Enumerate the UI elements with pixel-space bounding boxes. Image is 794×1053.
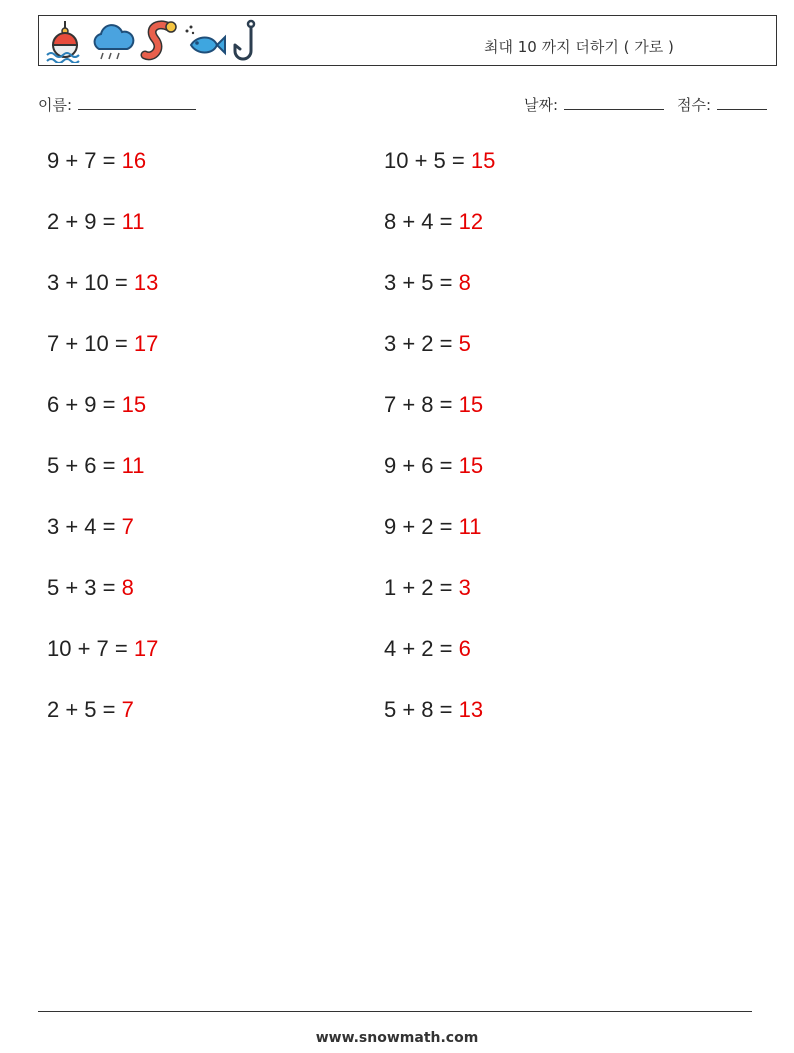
name-label: 이름: bbox=[38, 96, 73, 114]
answer: 13 bbox=[458, 697, 484, 722]
worm-icon bbox=[139, 19, 179, 63]
name-line bbox=[78, 95, 196, 110]
answer: 6 bbox=[458, 636, 471, 661]
problem-right-3 bbox=[384, 270, 471, 310]
question: 9 + 6 = bbox=[384, 453, 453, 478]
question: 3 + 5 = bbox=[384, 270, 453, 295]
answer: 15 bbox=[470, 148, 496, 173]
date-field bbox=[524, 94, 664, 115]
problem-left-2 bbox=[47, 209, 144, 249]
answer: 15 bbox=[458, 453, 484, 478]
problem-left-8 bbox=[47, 575, 134, 615]
problem-left-7 bbox=[47, 514, 134, 554]
score-line bbox=[717, 95, 767, 110]
name-field bbox=[38, 94, 196, 115]
question: 6 + 9 = bbox=[47, 392, 116, 417]
question: 2 + 9 = bbox=[47, 209, 116, 234]
footer-divider bbox=[38, 1011, 752, 1012]
answer: 15 bbox=[458, 392, 484, 417]
question: 10 + 5 = bbox=[384, 148, 465, 173]
question: 7 + 10 = bbox=[47, 331, 128, 356]
date-label: 날짜: bbox=[524, 96, 559, 114]
problem-right-10 bbox=[384, 697, 483, 737]
problem-right-9 bbox=[384, 636, 471, 676]
answer: 11 bbox=[121, 209, 145, 234]
problem-left-3 bbox=[47, 270, 158, 310]
question: 3 + 2 = bbox=[384, 331, 453, 356]
fishing-hook-icon bbox=[231, 19, 263, 63]
score-field bbox=[677, 94, 767, 115]
problem-left-5 bbox=[47, 392, 146, 432]
question: 3 + 4 = bbox=[47, 514, 116, 539]
problem-right-5 bbox=[384, 392, 483, 432]
worksheet-title: 최대 10 까지 더하기 ( 가로 ) bbox=[484, 38, 674, 56]
answer: 5 bbox=[458, 331, 471, 356]
question: 2 + 5 = bbox=[47, 697, 116, 722]
question: 5 + 6 = bbox=[47, 453, 116, 478]
date-line bbox=[564, 95, 664, 110]
problem-right-1 bbox=[384, 148, 495, 188]
answer: 11 bbox=[458, 514, 482, 539]
score-label: 점수: bbox=[677, 96, 712, 114]
question: 9 + 7 = bbox=[47, 148, 116, 173]
problem-right-6 bbox=[384, 453, 483, 493]
problem-left-1 bbox=[47, 148, 146, 188]
answer: 7 bbox=[121, 697, 134, 722]
header-box bbox=[38, 15, 777, 66]
header-icons bbox=[45, 18, 263, 64]
question: 7 + 8 = bbox=[384, 392, 453, 417]
question: 8 + 4 = bbox=[384, 209, 453, 234]
fish-icon bbox=[183, 19, 227, 63]
question: 4 + 2 = bbox=[384, 636, 453, 661]
rain-cloud-icon bbox=[89, 19, 135, 63]
question: 1 + 2 = bbox=[384, 575, 453, 600]
answer: 7 bbox=[121, 514, 134, 539]
answer: 16 bbox=[121, 148, 147, 173]
question: 5 + 8 = bbox=[384, 697, 453, 722]
problem-left-6 bbox=[47, 453, 144, 493]
problem-right-2 bbox=[384, 209, 483, 249]
problem-left-9 bbox=[47, 636, 158, 676]
bobber-icon bbox=[45, 19, 85, 63]
question: 10 + 7 = bbox=[47, 636, 128, 661]
answer: 15 bbox=[121, 392, 147, 417]
answer: 13 bbox=[133, 270, 159, 295]
question: 9 + 2 = bbox=[384, 514, 453, 539]
answer: 8 bbox=[121, 575, 134, 600]
problem-left-10 bbox=[47, 697, 134, 737]
answer: 17 bbox=[133, 636, 159, 661]
problem-left-4 bbox=[47, 331, 158, 371]
answer: 8 bbox=[458, 270, 471, 295]
problem-right-7 bbox=[384, 514, 481, 554]
question: 5 + 3 = bbox=[47, 575, 116, 600]
answer: 3 bbox=[458, 575, 471, 600]
problem-right-8 bbox=[384, 575, 471, 615]
answer: 12 bbox=[458, 209, 484, 234]
answer: 17 bbox=[133, 331, 159, 356]
footer-url[interactable]: www.snowmath.com bbox=[315, 1030, 479, 1046]
answer: 11 bbox=[121, 453, 145, 478]
question: 3 + 10 = bbox=[47, 270, 128, 295]
problem-right-4 bbox=[384, 331, 471, 371]
